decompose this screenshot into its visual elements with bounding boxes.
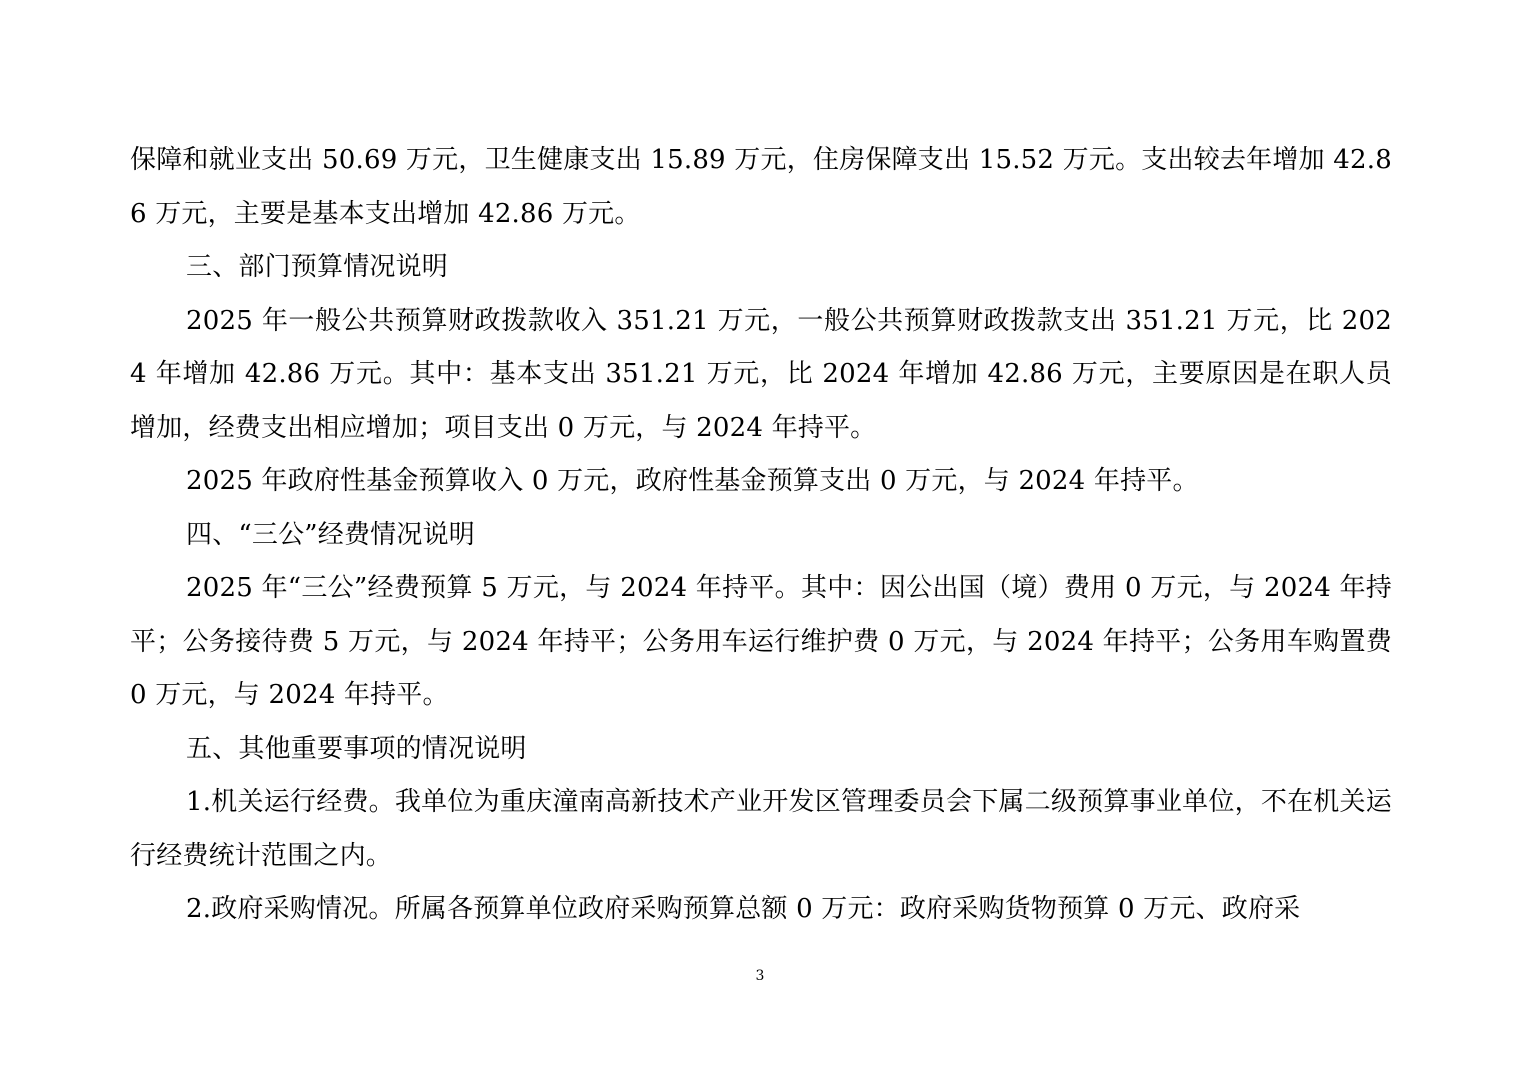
section-heading-department-budget: 三、部门预算情况说明 [186, 252, 449, 282]
paragraph-three-public-expenses: 2025 年“三公”经费预算 5 万元，与 2024 年持平。其中：因公出国（境）费用 0 万元，与 2024 年持平；公务接待费 5 万元，与 2024 年持平；公务用车运行维护费 0 万元，与 2024 年持平；公务用车购置费 0 万元，与 2024 年持平。 [130, 573, 1392, 710]
page-number: 3 [755, 968, 765, 984]
section-heading-other-matters: 五、其他重要事项的情况说明 [186, 733, 527, 764]
paragraph-agency-operating-costs: 1.机关运行经费。我单位为重庆潼南高新技术产业开发区管理委员会下属二级预算事业单位，不在机关运行经费统计范围之内。 [130, 787, 1392, 871]
paragraph-government-fund-budget: 2025 年政府性基金预算收入 0 万元，政府性基金预算支出 0 万元，与 2024 年持平。 [186, 466, 1199, 496]
document-body [130, 134, 1392, 937]
paragraph-government-procurement: 2.政府采购情况。所属各预算单位政府采购预算总额 0 万元：政府采购货物预算 0 万元、政府采 [186, 894, 1301, 924]
paragraph-expenditure-continuation: 保障和就业支出 50.69 万元，卫生健康支出 15.89 万元，住房保障支出 15.52 万元。支出较去年增加 42.86 万元，主要是基本支出增加 42.86 万元。 [130, 145, 1392, 229]
paragraph-general-public-budget: 2025 年一般公共预算财政拨款收入 351.21 万元，一般公共预算财政拨款支出 351.21 万元，比 2024 年增加 42.86 万元。其中：基本支出 351.21 万元，比 2024 年增加 42.86 万元，主要原因是在职人员增加，经费支出相应增加；项目支出 0 万元，与 2024 年持平。 [130, 305, 1392, 443]
section-heading-three-public-expenses: 四、“三公”经费情况说明 [186, 519, 475, 550]
